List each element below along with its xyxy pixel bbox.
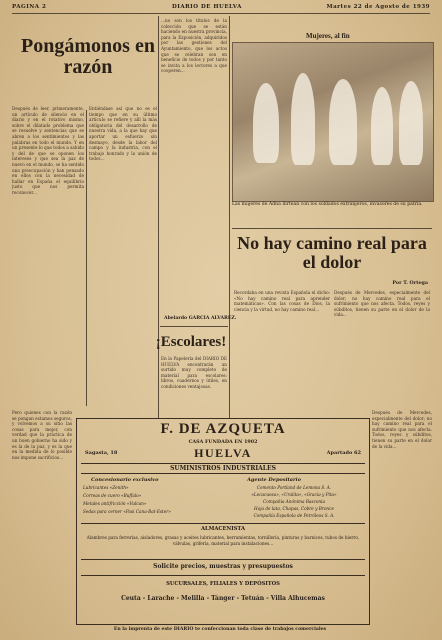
ad-band-title: SUMINISTROS INDUSTRIALES	[170, 465, 276, 472]
ad-left-line: Sedas para cerner «Pasi Cana-Bat-Ester»	[83, 509, 171, 514]
ad-left-line: Metales antifricción «Vulcan»	[83, 501, 147, 506]
article-body-column: Después de Mercedes, especialmente del dolor; no hay camino real para el sufrimiento que nos afecta. Todos, reyes y súbditos, tienen su parte en el dolor de la vida...	[372, 410, 432, 449]
ad-right-line: «Lecacuesa», «Uralita», «Gracia y Pita»	[251, 492, 337, 497]
page-header	[12, 4, 430, 14]
news-photo	[232, 42, 434, 202]
article-body-column: Pero quienes con la razón se pongan estamos seguros, y volvemos a su sitio las cosas para mejor, con verdad que la práctica de un buen gobierno ha sido y es la de la paz, y es la que en la medida de lo posible nos impone sacrificios...	[12, 410, 72, 460]
footer-note: En la imprenta de este DIARIO te confeccionan toda clase de trabajos comerciales	[113, 627, 327, 632]
ad-left-line: Correas de cuero «Buffalo»	[83, 493, 142, 498]
page-label: PAGINA 2	[12, 4, 47, 10]
article-byline: Por T. Ortega	[392, 280, 428, 286]
ad-company-name: F. DE AZQUETA	[160, 421, 286, 437]
ad-right-line: Compañía Anónima Basconia	[263, 499, 325, 504]
article-title: Pongámonos en razón	[21, 35, 155, 78]
article-body-column: Recordaba en una revista Española el dicho: «No hay camino real para aprender matemáticas». Con las cosas de Dios, la ciencia y la virtud, no hay camino real...	[234, 290, 330, 312]
ad-founded: CASA FUNDADA EN 1902	[188, 439, 258, 445]
ad-right-line: Compañía Española de Petróleos S. A.	[253, 513, 335, 518]
ad-left-title: Concesionario exclusivo	[91, 477, 159, 483]
ad-box: Apartado 62	[326, 450, 361, 456]
ad-address: Sagasta, 18	[85, 450, 118, 456]
section-divider	[232, 228, 432, 229]
photo-caption: Las mujeres de Adna llirtean con los soldados extranjeros, invasores de su patria.	[232, 202, 423, 207]
article-title: No hay camino real para el dolor	[237, 233, 427, 272]
ad-branches-title: SUCURSALES, FILIALES Y DEPÓSITOS	[166, 581, 280, 587]
article-body-column: Entiéndase así que no es el tiempo que en su último artículo se refiere y allí la más obligatoria del desarrollo de nuestra vida, a la que hay que aportar un esfuerzo sin desmayo, desde la labor del campo y la industria, con el trabajo honrado y la unión de todos...	[89, 106, 157, 162]
notice-body: En la Papelería del DIARIO DE HUELVA encontrarán un surtido muy completo de material para escolares: libros, cuadernos y útiles, en condiciones ventajosas.	[161, 356, 227, 389]
article-signature: Abelardo GARCIA ALVAREZ.	[164, 316, 237, 321]
photo-title: Mujeres, al fin	[306, 32, 350, 40]
article-body-column: Después de leer, primeramente, un artículo de silencio en el diario y en el rotativo mismo, sobre el dilatado problema que se resuelve y sentencias que se abren a los sentimientos y las palabras en todo el mundo. Y en un presente lo que todos a sabido y del de que se oponen los intereses y que sea la paz de nuevo en el mundo, se ha sentido una preocupación y han pensado en ellos con la necesidad de hallar en España el equilibrio justo que nos permita reconocer...	[12, 106, 84, 195]
ad-city: HUELVA	[194, 446, 252, 460]
ad-branches: Ceuta - Larache - Melilla - Tánger - Tetuán - Villa Alhucemas	[121, 595, 325, 602]
paper-name: DIARIO DE HUELVA	[172, 4, 242, 10]
ad-right-line: Hoja de lata, Chapas, Cobre y Bronce	[254, 506, 334, 511]
ad-warehouse-text: Alambres para ferrerías, aisladores, grasas y aceites lubricantes, herramientas, tornillería, pinturas y barnices, tubos de hierro, válvulas, grifería, material para instalaciones...	[86, 535, 360, 546]
ad-right-title: Agente Depositario	[247, 477, 301, 483]
column-rule	[229, 16, 230, 418]
advertisement	[76, 418, 370, 625]
section-divider	[160, 326, 228, 327]
ad-request: Solicite precios, muestras y presupuestos	[153, 563, 293, 570]
notice-title: ¡Escolares!	[155, 334, 227, 350]
column-rule	[86, 110, 87, 406]
ad-warehouse-title: ALMACENISTA	[200, 526, 246, 532]
ad-left-line: Lubricantes «Zenith»	[83, 485, 129, 490]
page-date: Martes 22 de Agosto de 1939	[326, 4, 430, 10]
article-body-column: ...no son los títulos de la colección que se están haciendo en nuestra provincia, para la Exposición, adquiridos por las gestiones del Ayuntamiento, que los actos que se celebran son en beneficio de todos y por tanto se invita a los lectores a que cooperen...	[161, 18, 227, 74]
article-body-column: Después de Mercedes, especialmente del dolor; no hay camino real para el sufrimiento que nos afecta. Todos, reyes y súbditos, tienen su parte en el dolor de la vida...	[334, 290, 430, 318]
ad-right-line: Cemento Portland de Lemona S. A.	[256, 485, 332, 490]
